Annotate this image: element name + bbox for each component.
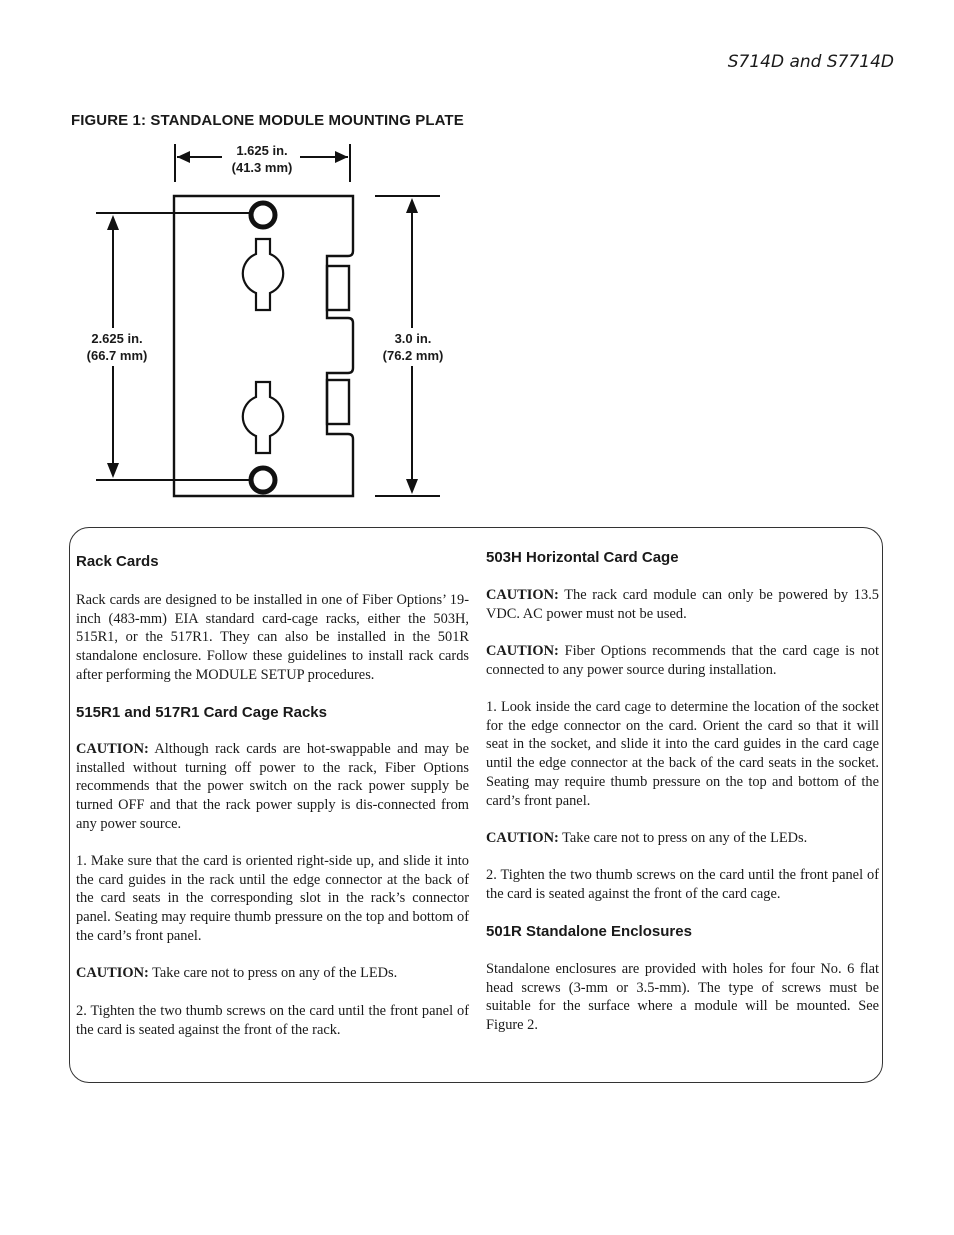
cage-caution-1 bbox=[486, 586, 879, 623]
keyhole-bottom bbox=[243, 382, 283, 453]
enclosures-text: Standalone enclosures are provided with holes for four No. 6 flat head screws (3-mm or 3.5-mm). The type of screws must be suitable for the surface where a module will be mounted. See Figure 2. bbox=[486, 961, 879, 1034]
plate-tab-bottom bbox=[327, 380, 349, 424]
width-label bbox=[222, 142, 302, 176]
caution-text: The rack card module can only be powered by 13.5 VDC. AC power must not be used. bbox=[486, 587, 879, 622]
cage-caution-3 bbox=[486, 829, 879, 848]
rack-cards-heading: Rack Cards bbox=[76, 553, 159, 570]
caution-label: CAUTION: bbox=[486, 643, 559, 659]
mounting-plate-diagram bbox=[0, 135, 954, 505]
caution-text: Take care not to press on any of the LEDs. bbox=[558, 830, 808, 846]
racks-caution-2 bbox=[76, 964, 469, 983]
page-header-title: S714D and S7714D bbox=[727, 52, 894, 72]
caution-text: Take care not to press on any of the LEDs. bbox=[148, 965, 398, 981]
hole-spacing-label-in: 2.625 in. bbox=[91, 331, 143, 346]
mounting-hole-top bbox=[251, 203, 275, 227]
racks-caution-1 bbox=[76, 740, 469, 834]
hole-spacing-label-mm: (66.7 mm) bbox=[86, 348, 148, 363]
figure-title: FIGURE 1: STANDALONE MODULE MOUNTING PLATE bbox=[71, 112, 464, 129]
enclosures-heading: 501R Standalone Enclosures bbox=[486, 923, 692, 940]
caution-text: Although rack cards are hot-swappable and may be installed without turning off power to the rack, Fiber Options recommends that the power switch on the rack power supply be turned OFF and that the rack power supply is dis-connected from any power source. bbox=[76, 741, 469, 832]
mounting-hole-bottom bbox=[251, 468, 275, 492]
hole-spacing-label bbox=[72, 330, 162, 364]
width-label-mm: (41.3 mm) bbox=[231, 160, 293, 175]
racks-heading: 515R1 and 517R1 Card Cage Racks bbox=[76, 704, 327, 721]
cage-step-1: 1. Look inside the card cage to determine the location of the socket for the edge connector on the card. Orient the card so that it will seat in the socket, and slide it into the card guides in the card cage until the edge connector at the back of the card seats in the socket. Seating may require thumb pressure on the top and bottom of the card’s front panel. bbox=[486, 699, 879, 809]
rack-cards-text: Rack cards are designed to be installed in one of Fiber Options’ 19-inch (483-mm) EIA standard card-cage racks, either the 503H, 515R1, or the 517R1. They can also be installed in the 501R standalone enclosure. Follow these guidelines to install rack cards after performing the MODULE SETUP procedures. bbox=[76, 592, 469, 683]
racks-step-1: 1. Make sure that the card is oriented right-side up, and slide it into the card guides in the rack until the edge connector at the back of the card seats in the corresponding slot in the rack’s connector panel. Seating may require thumb pressure on the top and bottom of the card’s front panel. bbox=[76, 853, 469, 944]
racks-step-2: 2. Tighten the two thumb screws on the card until the front panel of the card is seated against the front of the rack. bbox=[76, 1003, 469, 1038]
cage-step-2: 2. Tighten the two thumb screws on the card until the front panel of the card is seated against the front of the card cage. bbox=[486, 867, 879, 902]
caution-label: CAUTION: bbox=[76, 741, 149, 757]
installation-info-box bbox=[69, 527, 883, 1083]
caution-label: CAUTION: bbox=[486, 830, 559, 846]
keyhole-top bbox=[243, 239, 283, 310]
height-label-mm: (76.2 mm) bbox=[382, 348, 444, 363]
cage-caution-2 bbox=[486, 642, 879, 679]
height-label-in: 3.0 in. bbox=[394, 331, 432, 346]
width-label-in: 1.625 in. bbox=[236, 143, 288, 158]
height-label bbox=[370, 330, 456, 364]
plate-outline bbox=[174, 196, 353, 496]
plate-tab-top bbox=[327, 266, 349, 310]
caution-label: CAUTION: bbox=[486, 587, 559, 603]
card-cage-heading: 503H Horizontal Card Cage bbox=[486, 549, 679, 566]
caution-label: CAUTION: bbox=[76, 965, 149, 981]
caution-text: Fiber Options recommends that the card cage is not connected to any power source during installation. bbox=[486, 643, 879, 678]
